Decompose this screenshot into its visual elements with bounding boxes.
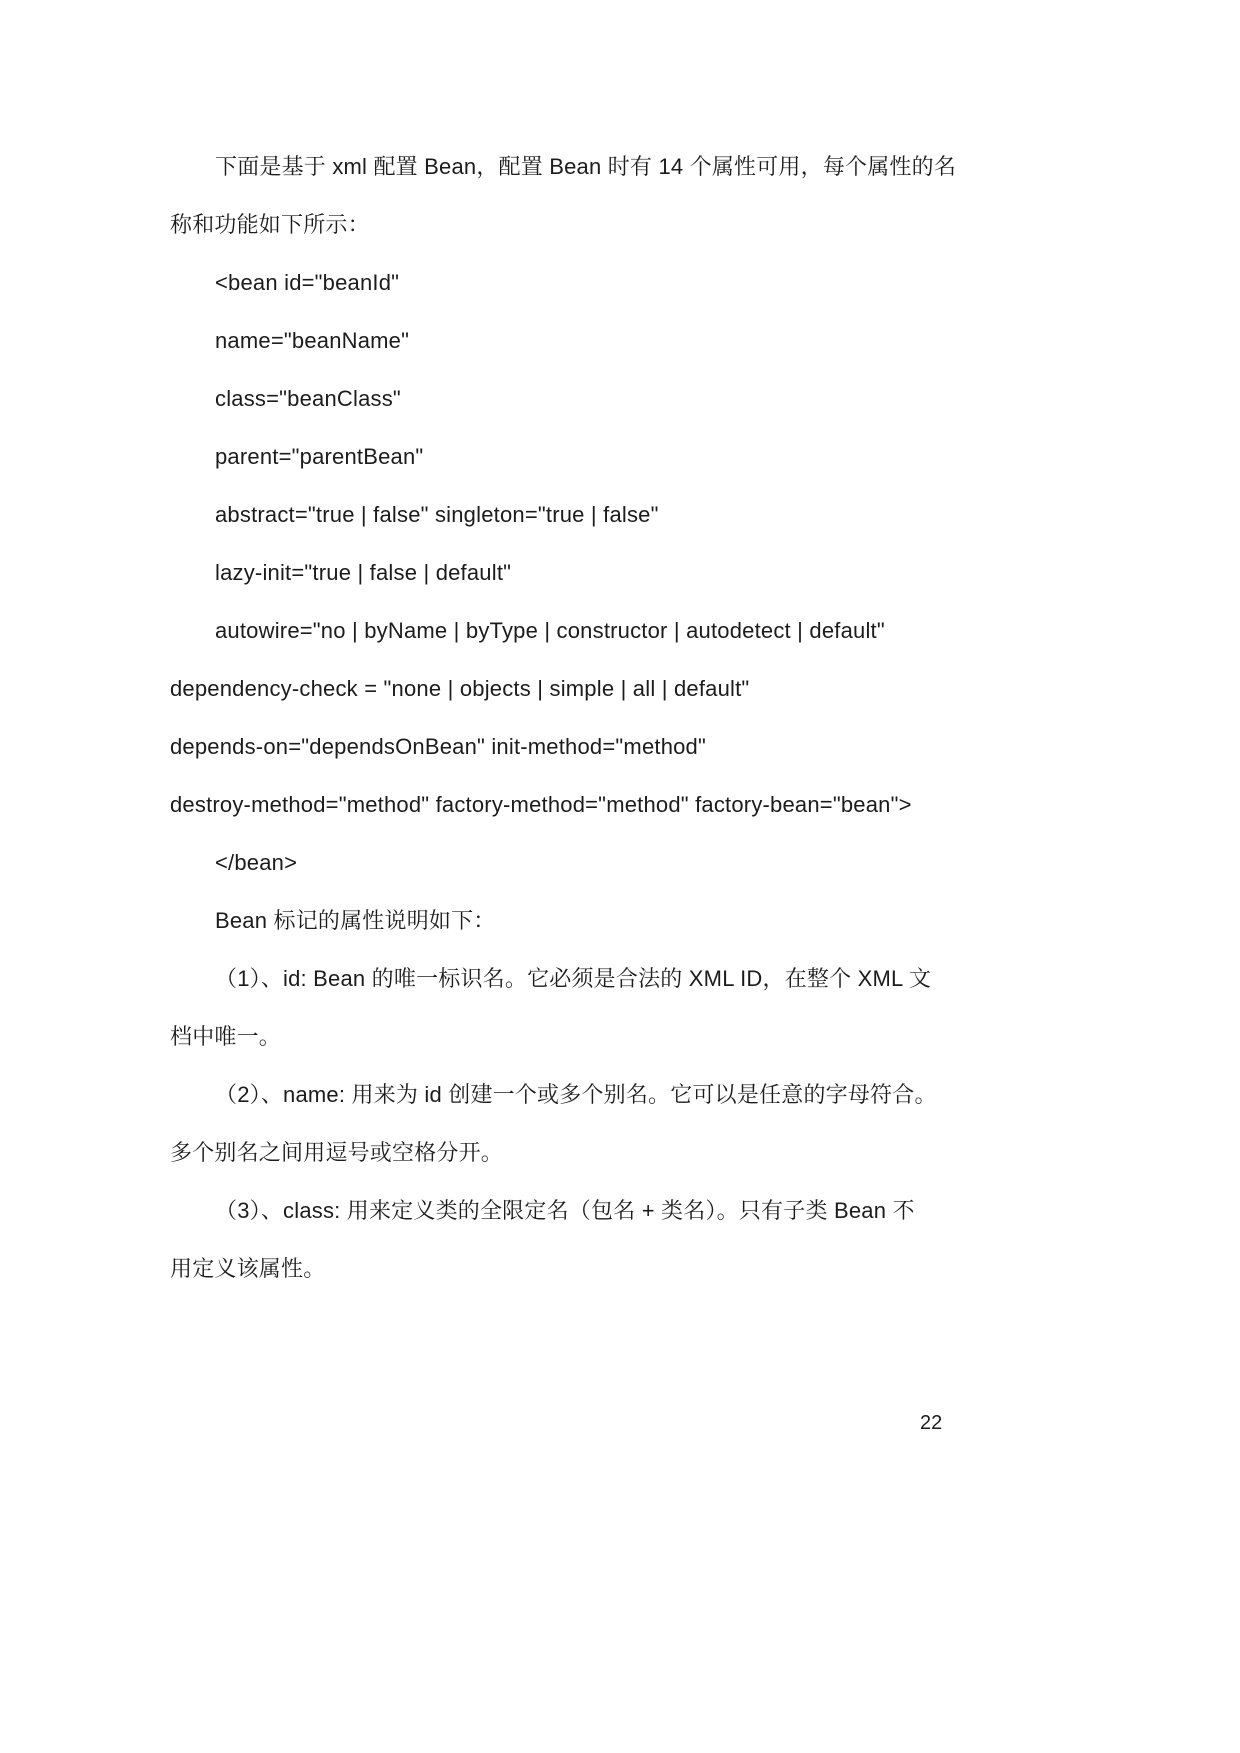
text-line: 下面是基于 xml 配置 Bean，配置 Bean 时有 14 个属性可用，每个属性的名 [215,154,957,179]
text-line: depends-on="dependsOnBean" init-method="method" [170,734,707,759]
text-line: <bean id="beanId" [215,270,400,295]
text-line: destroy-method="method" factory-method="method" factory-bean="bean"> [170,792,912,817]
text-line: 多个别名之间用逗号或空格分开。 [170,1140,504,1165]
text-line: name="beanName" [215,328,410,353]
text-line: （1）、id: Bean 的唯一标识名。它必须是合法的 XML ID，在整个 XML 文 [215,966,932,991]
page-number: 22 [920,1412,943,1434]
text-line: parent="parentBean" [215,444,424,469]
text-line: 用定义该属性。 [170,1256,326,1281]
text-line: abstract="true | false" singleton="true | false" [215,502,659,527]
text-line: dependency-check = "none | objects | simple | all | default" [170,676,750,701]
text-line: 档中唯一。 [170,1024,282,1049]
text-line: lazy-init="true | false | default" [215,560,512,585]
text-line: Bean 标记的属性说明如下： [215,908,496,933]
document-body [170,138,1082,1298]
text-line: autowire="no | byName | byType | constructor | autodetect | default" [215,618,885,643]
text-line: </bean> [215,850,298,875]
text-line: class="beanClass" [215,386,401,411]
text-line: （2）、name: 用来为 id 创建一个或多个别名。它可以是任意的字母符合。 [215,1082,937,1107]
text-line: （3）、class: 用来定义类的全限定名（包名 + 类名）。只有子类 Bean 不 [215,1198,915,1223]
text-line: 称和功能如下所示： [170,212,370,237]
